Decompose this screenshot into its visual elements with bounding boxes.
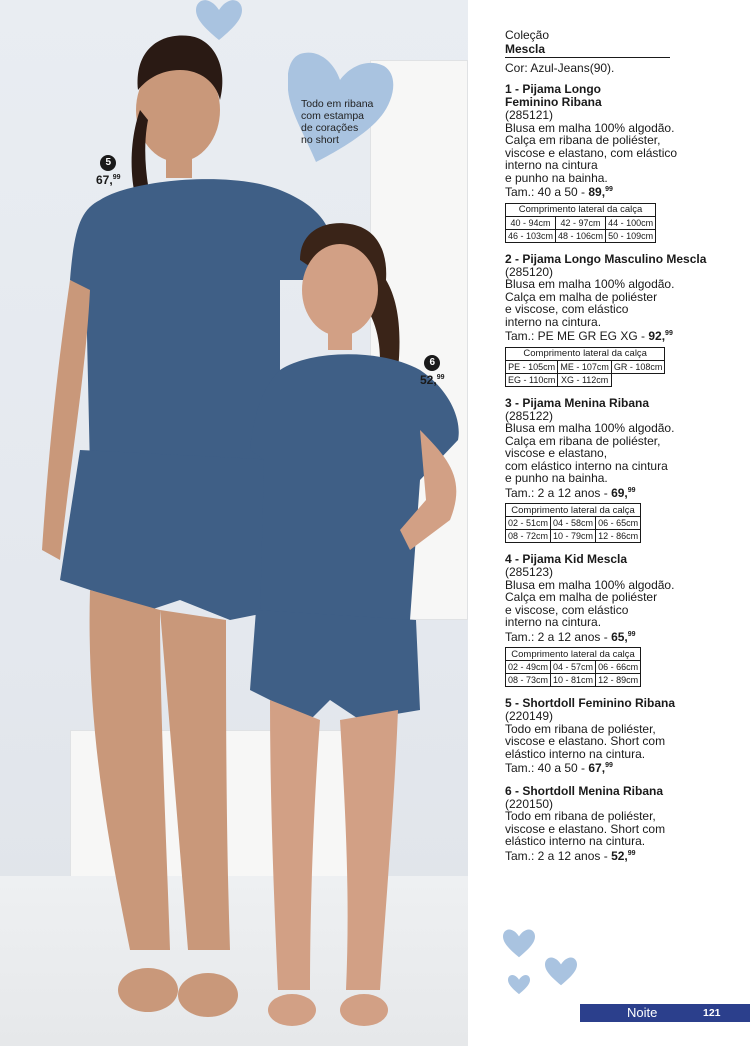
heart-decoration-icon (545, 956, 577, 988)
size-cell: 08 - 73cm (506, 674, 551, 687)
size-cell: PE - 105cm (506, 360, 558, 373)
size-table-header: Comprimento lateral da calça (506, 504, 641, 517)
size-cell: GR - 108cm (611, 360, 665, 373)
product-code: (220149) (505, 709, 554, 723)
size-cell: 42 - 97cm (556, 216, 606, 229)
product-entry-2 (505, 253, 745, 387)
size-cell: 06 - 66cm (596, 661, 641, 674)
size-table-header: Comprimento lateral da calça (506, 648, 641, 661)
size-cell: 44 - 100cm (606, 216, 656, 229)
color-line: Cor: Azul-Jeans(90). (505, 61, 615, 75)
callout-line: no short (301, 134, 339, 146)
product-code: (285122) (505, 408, 554, 423)
product-desc-line: Blusa em malha 100% algodão. (505, 277, 675, 291)
product-code: (285121) (505, 108, 554, 122)
product-sizes: Tam.: 40 a 50 - 67,99 (505, 761, 613, 775)
product-title: 2 - Pijama Longo Masculino Mescla (505, 251, 707, 266)
product-entry-5 (505, 697, 745, 775)
product-code: (285123) (505, 565, 554, 579)
product-desc-line: Todo em ribana de poliéster, (505, 721, 656, 736)
size-cell: 02 - 51cm (506, 517, 551, 530)
product-sizes: Tam.: 2 a 12 anos - 69,99 (505, 485, 636, 500)
size-cell: 04 - 58cm (551, 517, 596, 530)
product-desc-line: e punho na bainha. (505, 170, 608, 185)
product-desc-line: e viscose, com elástico (505, 302, 629, 316)
size-table (505, 647, 641, 687)
size-cell: 02 - 49cm (506, 661, 551, 674)
product-sizes: Tam.: 40 a 50 - 89,99 (505, 185, 613, 199)
product-desc-line: viscose e elastano. Short com (505, 821, 666, 836)
size-cell: 06 - 65cm (596, 517, 641, 530)
callout-line: de corações (301, 122, 359, 134)
footer-section-label: Noite (627, 1005, 658, 1020)
size-cell: 08 - 72cm (506, 530, 551, 543)
product-entry-1 (505, 83, 745, 243)
product-desc-line: Blusa em malha 100% algodão. (505, 120, 675, 135)
product-price: 67,99 (588, 761, 613, 775)
product-desc-line: viscose e elastano, com elástico (505, 145, 678, 160)
product-price: 92,99 (648, 329, 673, 343)
product-desc-line: e punho na bainha. (505, 471, 608, 485)
product-price: 67,99 (96, 173, 121, 187)
product-desc-line: interno na cintura. (505, 615, 602, 629)
size-cell: 50 - 109cm (606, 229, 656, 242)
product-sizes: Tam.: 2 a 12 anos - 52,99 (505, 848, 636, 863)
fabric-note-callout (301, 98, 373, 146)
product-price: 89,99 (588, 185, 613, 199)
product-desc-line: Calça em malha de poliéster (505, 289, 658, 304)
girl-model-figure (230, 220, 466, 1030)
product-sizes: Tam.: 2 a 12 anos - 65,99 (505, 629, 636, 644)
heart-decoration-icon (503, 928, 535, 960)
product-entry-3 (505, 397, 745, 544)
collection-name: Mescla (505, 42, 670, 58)
product-desc-line: elástico interno na cintura. (505, 834, 646, 848)
product-sizes: Tam.: PE ME GR EG XG - 92,99 (505, 329, 673, 343)
size-cell: 48 - 106cm (556, 229, 606, 242)
product-desc-line: Blusa em malha 100% algodão. (505, 421, 675, 435)
size-table-header: Comprimento lateral da calça (506, 347, 665, 360)
size-cell: EG - 110cm (506, 373, 558, 386)
product-title: 6 - Shortdoll Menina Ribana (505, 783, 664, 798)
product-price: 65,99 (611, 629, 636, 644)
footer-bar (580, 1004, 750, 1022)
size-table (505, 503, 641, 543)
size-cell: ME - 107cm (558, 360, 612, 373)
product-tag-5 (96, 152, 120, 189)
product-desc-line: Calça em malha de poliéster (505, 590, 658, 604)
product-tag-6 (420, 352, 444, 389)
product-desc-line: com elástico interno na cintura (505, 458, 668, 473)
product-desc-line: viscose e elastano, (505, 446, 608, 460)
size-table-header: Comprimento lateral da calça (506, 203, 656, 216)
product-title: 3 - Pijama Menina Ribana (505, 395, 650, 410)
size-cell: 40 - 94cm (506, 216, 556, 229)
size-cell: 12 - 89cm (596, 674, 641, 687)
size-cell: 04 - 57cm (551, 661, 596, 674)
product-entry-6 (505, 785, 745, 863)
size-cell: 12 - 86cm (596, 530, 641, 543)
size-cell (611, 373, 665, 386)
size-cell: XG - 112cm (558, 373, 612, 386)
product-title: 4 - Pijama Kid Mescla (505, 552, 628, 566)
product-desc-line: elástico interno na cintura. (505, 746, 646, 761)
product-title: 1 - Pijama Longo (505, 82, 602, 96)
product-number-badge: 6 (424, 355, 440, 371)
product-desc-line: Calça em ribana de poliéster, (505, 133, 661, 147)
product-desc-line: Blusa em malha 100% algodão. (505, 577, 675, 592)
product-price: 52,99 (611, 848, 636, 863)
product-desc-line: viscose e elastano. Short com (505, 734, 666, 748)
product-desc-line: Todo em ribana de poliéster, (505, 809, 656, 823)
size-table (505, 347, 665, 387)
product-code: (285120) (505, 264, 554, 279)
collection-label: Coleção (505, 28, 550, 42)
product-number-badge: 5 (100, 155, 116, 171)
callout-line: Todo em ribana (301, 98, 374, 110)
page-number: 121 (703, 1007, 721, 1019)
product-code: (220150) (505, 796, 554, 811)
size-cell: 10 - 79cm (551, 530, 596, 543)
product-description-column (505, 28, 745, 872)
callout-line: com estampa (301, 110, 365, 122)
size-table (505, 203, 656, 243)
product-desc-line: Calça em ribana de poliéster, (505, 433, 661, 448)
product-desc-line: interno na cintura (505, 158, 598, 172)
product-title: Feminino Ribana (505, 95, 602, 109)
product-price: 52,99 (420, 373, 445, 387)
size-cell: 10 - 81cm (551, 674, 596, 687)
size-cell: 46 - 103cm (506, 229, 556, 242)
product-price: 69,99 (611, 485, 636, 500)
product-desc-line: e viscose, com elástico (505, 602, 629, 617)
heart-decoration-icon (508, 974, 530, 996)
product-entry-4 (505, 553, 745, 687)
product-desc-line: interno na cintura. (505, 314, 602, 329)
product-title: 5 - Shortdoll Feminino Ribana (505, 696, 676, 710)
